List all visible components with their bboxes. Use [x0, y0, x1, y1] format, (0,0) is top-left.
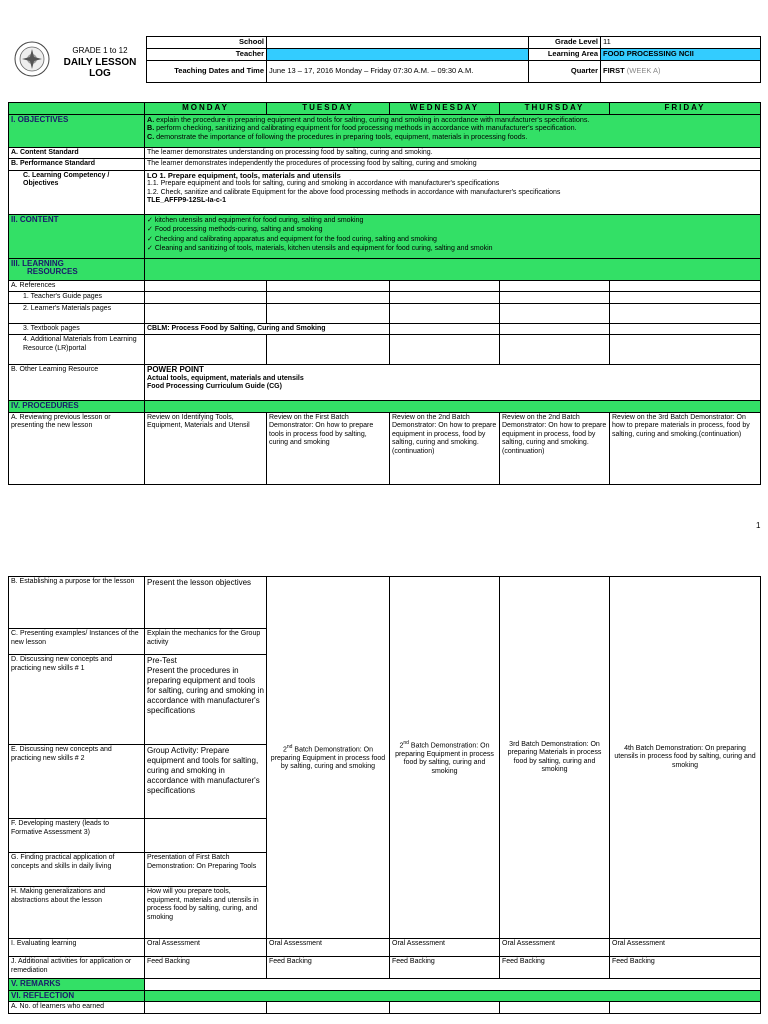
generalization-monday: How will you prepare tools, equipment, materials and utensils in process food by salting, curing, and smoking	[145, 887, 267, 939]
dates-value: June 13 – 17, 2016 Monday – Friday 07:30 A.M. – 09:30 A.M.	[267, 61, 529, 83]
competency-cell	[145, 170, 761, 214]
feedback-thursday: Feed Backing	[500, 957, 610, 979]
title-line2: LOG	[89, 68, 111, 79]
cell	[500, 292, 610, 304]
feedback-monday: Feed Backing	[145, 957, 267, 979]
lesson-log-table	[8, 102, 761, 485]
procedures-band	[145, 401, 761, 413]
cell	[267, 335, 390, 365]
school-label: School	[147, 37, 267, 49]
feedback-tuesday: Feed Backing	[267, 957, 390, 979]
objective-b: B. perform checking, sanitizing and calibrating equipment for food processing methods in accordance with manufacturer's specification.	[147, 123, 577, 132]
evaluating-monday: Oral Assessment	[145, 939, 267, 957]
resources-label: III. LEARNING RESOURCES	[9, 258, 145, 280]
evaluating-friday: Oral Assessment	[610, 939, 761, 957]
grade-level-label: Grade Level	[529, 37, 601, 49]
cell	[390, 280, 500, 292]
review-thursday: Review on the 2nd Batch Demonstrator: On how to prepare equipment in process, food by salting, curing and smoking. (continuation)	[500, 412, 610, 484]
quarter-value: FIRST	[603, 66, 625, 76]
other-resource-values: POWER POINT Actual tools, equipment, materials and utensils Food Processing Curriculum Guide (CG)	[145, 365, 761, 401]
demo-wednesday: 2nd Batch Demonstration: On preparing Equipment in process food by salting, curing and smoking	[390, 577, 500, 939]
lesson-log-table-page2	[8, 576, 761, 1014]
references-label: A. References	[9, 280, 145, 292]
demo-thursday: 3rd Batch Demonstration: On preparing Materials in process food by salting, curing and smoking	[500, 577, 610, 939]
cell	[500, 335, 610, 365]
review-monday: Review on Identifying Tools, Equipment, Materials and Utensil	[145, 412, 267, 484]
competency-line1: 1.1. Prepare equipment and tools for salting, curing and smoking in accordance with manufacturer's specifications	[147, 180, 500, 187]
cell	[145, 292, 267, 304]
corner-cell	[9, 103, 145, 115]
cell	[267, 292, 390, 304]
objectives-list	[145, 114, 761, 147]
day-tuesday: TUESDAY	[267, 103, 390, 115]
competency-code: TLE_AFFP9-12SL-Ia-c-1	[147, 197, 226, 204]
examples-label: C. Presenting examples/ Instances of the new lesson	[9, 629, 145, 655]
cell	[267, 1002, 390, 1014]
review-friday: Review on the 3rd Batch Demonstrator: On how to prepare materials in process, food by salting, curing and smoking.(continuation)	[610, 412, 761, 484]
cell	[390, 1002, 500, 1014]
page-number: 1	[756, 521, 761, 530]
performance-standard-text: The learner demonstrates independently the procedures of processing food by salting, curing and smoking	[145, 159, 761, 171]
concepts2-label: E. Discussing new concepts and practicing new skills # 2	[9, 745, 145, 819]
teacher-label: Teacher	[147, 49, 267, 61]
cell	[610, 335, 761, 365]
day-thursday: THURSDAY	[500, 103, 610, 115]
review-tuesday: Review on the First Batch Demonstrator: On how to prepare tools in process food by salting, curing and smoking	[267, 412, 390, 484]
purpose-label: B. Establishing a purpose for the lesson	[9, 577, 145, 629]
grade-level-value: 11	[601, 37, 761, 49]
check-icon: ✓	[147, 215, 153, 224]
teachers-guide-label: 1. Teacher's Guide pages	[9, 292, 145, 304]
cell	[145, 303, 267, 323]
content-list	[145, 214, 761, 258]
concepts2-monday: Group Activity: Prepare equipment and tools for salting, curing and smoking in accordance with manufacturer's specifications	[145, 745, 267, 819]
cell	[390, 335, 500, 365]
cell	[390, 303, 500, 323]
cell	[610, 1002, 761, 1014]
content-item: ✓ kitchen utensils and equipment for food curing, salting and smoking	[147, 215, 364, 224]
cell	[390, 292, 500, 304]
learners-earned-label: A. No. of learners who earned	[9, 1002, 145, 1014]
check-icon: ✓	[147, 234, 153, 243]
cell	[500, 1002, 610, 1014]
header-table	[146, 36, 761, 83]
mastery-label: F. Developing mastery (leads to Formative Assessment 3)	[9, 819, 145, 853]
procedures-label: IV. PROCEDURES	[9, 401, 145, 413]
header-title-block	[52, 46, 148, 79]
learning-area-label: Learning Area	[529, 49, 601, 61]
remarks-cell	[145, 979, 761, 991]
evaluating-tuesday: Oral Assessment	[267, 939, 390, 957]
competency-label: C. Learning Competency / Objectives	[9, 170, 145, 214]
additional-materials-label: 4. Additional Materials from Learning Resource (LR)portal	[9, 335, 145, 365]
grade-range: GRADE 1 to 12	[72, 46, 128, 55]
other-resource-label: B. Other Learning Resource	[9, 365, 145, 401]
review-label: A. Reviewing previous lesson or presenting the new lesson	[9, 412, 145, 484]
cell	[500, 280, 610, 292]
cell	[500, 303, 610, 323]
application-monday: Presentation of First Batch Demonstration: On Preparing Tools	[145, 853, 267, 887]
learners-materials-label: 2. Learner's Materials pages	[9, 303, 145, 323]
concepts1-monday: Pre-Test Present the procedures in preparing equipment and tools for salting, curing and smoking in accordance with manufacturer's specifications	[145, 655, 267, 745]
quarter-label: Quarter	[529, 61, 601, 83]
performance-standard-label: B. Performance Standard	[9, 159, 145, 171]
resources-band	[145, 258, 761, 280]
cell	[610, 280, 761, 292]
demo-friday: 4th Batch Demonstration: On preparing utensils in process food by salting, curing and smoking	[610, 577, 761, 939]
examples-monday: Explain the mechanics for the Group activity	[145, 629, 267, 655]
mastery-monday	[145, 819, 267, 853]
dates-label: Teaching Dates and Time	[147, 61, 267, 83]
check-icon: ✓	[147, 225, 153, 233]
textbook-value: CBLM: Process Food by Salting, Curing and Smoking	[145, 323, 390, 335]
reflection-label: VI. REFLECTION	[9, 990, 145, 1002]
generalization-label: H. Making generalizations and abstractions about the lesson	[9, 887, 145, 939]
title-line1: DAILY LESSON	[63, 57, 137, 68]
application-label: G. Finding practical application of concepts and skills in daily living	[9, 853, 145, 887]
day-friday: FRIDAY	[610, 103, 761, 115]
quarter-cell	[601, 61, 761, 83]
cell	[145, 1002, 267, 1014]
quarter-week: (WEEK A)	[626, 66, 661, 76]
cell	[267, 303, 390, 323]
learning-area-value: FOOD PROCESSING NCII	[601, 49, 761, 61]
cell	[145, 280, 267, 292]
content-item: ✓ Food processing methods-curing, salting and smoking	[147, 225, 323, 233]
deped-seal-logo	[14, 41, 50, 77]
content-item: ✓ Cleaning and sanitizing of tools, materials, kitchen utensils and equipment for food curing, salting and smokin	[147, 244, 493, 252]
objective-c: C. demonstrate the importance of following the procedures in preparing tools, equipment, materials in processing foods.	[147, 131, 528, 141]
cell	[500, 323, 610, 335]
feedback-friday: Feed Backing	[610, 957, 761, 979]
competency-line2: 1.2. Check, sanitize and calibrate Equipment for the above food processing methods in accordance with manufacturer's specifications	[147, 188, 561, 196]
content-item: ✓ Checking and calibrating apparatus and equipment for the food curing, salting and smoking	[147, 234, 437, 243]
review-wednesday: Review on the 2nd Batch Demonstrator: On how to prepare equipment in process, food by salting, curing and smoking. (continuation)	[390, 412, 500, 484]
additional-activities-label: J. Additional activities for application or remediation	[9, 957, 145, 979]
check-icon: ✓	[147, 244, 153, 252]
school-value	[267, 37, 529, 49]
content-standard-text: The learner demonstrates understanding on processing food by salting, curing and smoking.	[145, 147, 761, 159]
day-monday: MONDAY	[145, 103, 267, 115]
day-wednesday: WEDNESDAY	[390, 103, 500, 115]
cell	[610, 303, 761, 323]
cell	[610, 292, 761, 304]
cell	[145, 335, 267, 365]
objectives-label: I. OBJECTIVES	[9, 114, 145, 147]
competency-lo: LO 1. Prepare equipment, tools, materials and utensils	[147, 170, 341, 180]
purpose-monday: Present the lesson objectives	[145, 577, 267, 629]
reflection-band	[145, 990, 761, 1002]
objective-a: A. explain the procedure in preparing equipment and tools for salting, curing and smoking in accordance with manufacturer's specifications.	[147, 114, 590, 124]
content-label: II. CONTENT	[9, 214, 145, 258]
cell	[610, 323, 761, 335]
textbook-label: 3. Textbook pages	[9, 323, 145, 335]
cell	[267, 280, 390, 292]
cell	[390, 323, 500, 335]
evaluating-wednesday: Oral Assessment	[390, 939, 500, 957]
concepts1-label: D. Discussing new concepts and practicing new skills # 1	[9, 655, 145, 745]
demo-tuesday: 2nd Batch Demonstration: On preparing Equipment in process food by salting, curing and smoking	[267, 577, 390, 939]
feedback-wednesday: Feed Backing	[390, 957, 500, 979]
teacher-value	[267, 49, 529, 61]
content-standard-label: A. Content Standard	[9, 147, 145, 159]
evaluating-label: I. Evaluating learning	[9, 939, 145, 957]
evaluating-thursday: Oral Assessment	[500, 939, 610, 957]
remarks-label: V. REMARKS	[9, 979, 145, 991]
